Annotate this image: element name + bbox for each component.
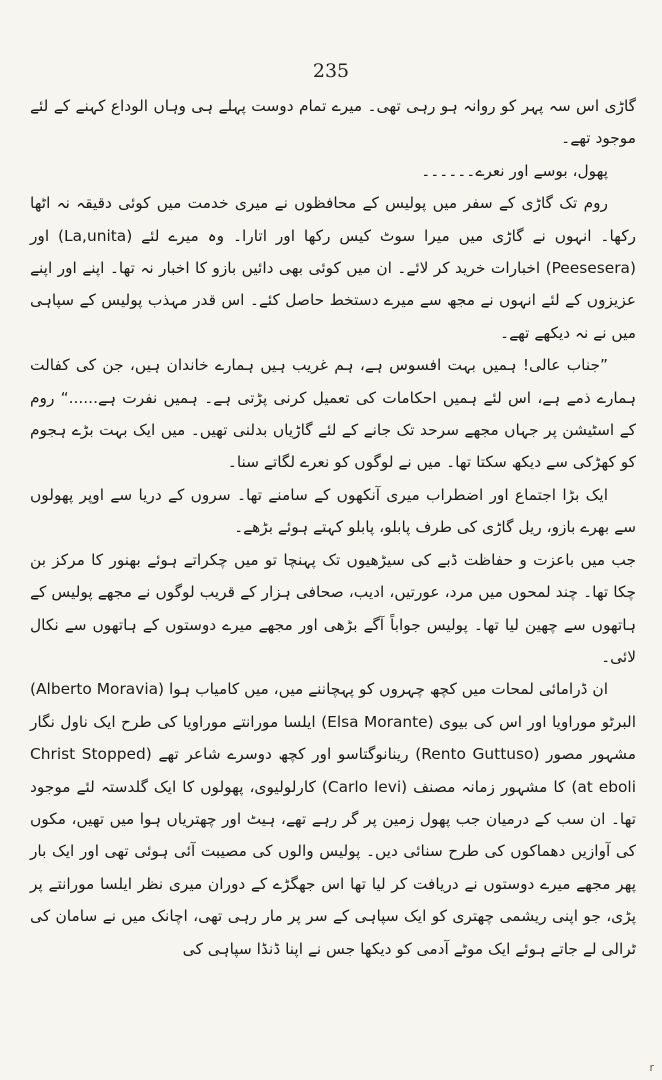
paragraph-7: ان ڈرامائی لمحات میں کچھ چہروں کو پہچاننے میں، میں کامیاب ہوا (Alberto Moravia) البرٹو موراویا اور اس کی بیوی (Elsa Morante) ایلسا مورانتے موراویا کی طرح ایک ناول نگار مشہور مصور (Rento Guttuso) رینانوگتاسو اور کچھ دوسرے شاعر تھے (Christ Stopped at eboli) کا مشہور زمانہ مصنف (Carlo levi) کارلولیوی، پھولوں کا ایک گلدستہ لئے موجود تھا۔ ان سب کے درمیان جب پھول زمین پر گر رہے تھے، ہیٹ اور چھتریاں ہوا میں تھیں، مکوں کی آوازیں دھماکوں کی طرح سنائی دیں۔ پولیس والوں کی مصیبت آئی ہوئی تھی اور ایک بار پھر مجھے میرے دوستوں نے دریافت کر لیا تھا اس جھگڑے کے دوران میری نظر ایلسا مورانتے پر پڑی، جو اپنی ریشمی چھتری کو ایک سپاہی کے سر پر مار رہی تھی، اچانک میں نے سامان کی ٹرالی لے جاتے ہوئے ایک موٹے آدمی کو دیکھا جس نے اپنا ڈنڈا سپاہی کی: [30, 680, 636, 958]
paragraph-4: ”جناب عالی! ہمیں بہت افسوس ہے، ہم غریب ہیں ہمارے خاندان ہیں، جن کی کفالت ہمارے ذمے ہے، اس لئے ہمیں احکامات کی تعمیل کرنی پڑتی ہے۔ ہمیں نفرت ہے......“ روم کے اسٹیشن پر جہاں مجھے سرحد تک جانے کے لئے گاڑیاں بدلنی تھیں۔ میں ایک بہت بڑے ہجوم کو کھڑکی سے دیکھ سکتا تھا۔ میں نے لوگوں کو نعرے لگاتے سنا۔: [30, 356, 636, 472]
paragraph-6: جب میں باعزت و حفاظت ڈبے کی سیڑھیوں تک پہنچا تو میں چکراتے ہوئے بھنور کا مرکز بن چکا تھا۔ چند لمحوں میں مرد، عورتیں، ادیب، صحافی ہزار کے قریب لوگوں نے مجھے پولیس کے ہاتھوں سے چھین لیا تھا۔ پولیس جواباً آگے بڑھی اور مجھے میرے دوستوں کے ہاتھوں سے نکال لائی۔: [30, 550, 636, 666]
page-text: [30, 90, 636, 965]
paragraph-5: ایک بڑا اجتماع اور اضطراب میری آنکھوں کے سامنے تھا۔ سروں کے دریا سے اوپر پھولوں سے بھرے بازو، ریل گاڑی کی طرف پابلو، پابلو کہتے ہوئے بڑھے۔: [30, 485, 636, 537]
page-number: 235: [312, 60, 350, 82]
paragraph-2: پھول، بوسے اور نعرے۔۔۔۔۔۔: [421, 161, 608, 180]
paragraph-3: روم تک گاڑی کے سفر میں پولیس کے محافظوں نے میری خدمت میں کوئی دقیقہ نہ اٹھا رکھا۔ انہوں نے گاڑی میں میرا سوٹ کیس رکھا اور اتارا۔ وہ میرے لئے (La,unita) اور (Peesesera) اخبارات خرید کر لائے۔ ان میں کوئی بھی دائیں بازو کا اخبار نہ تھا۔ اپنے اور اپنے عزیزوں کے لئے انہوں نے مجھ سے میرے دستخط حاصل کئے۔ اس قدر مہذب پولیس کے سپاہی میں نے نہ دیکھے تھے۔: [30, 194, 636, 342]
page-edge-mark: r: [649, 1061, 654, 1074]
paragraph-1: گاڑی اس سہ پہر کو روانہ ہو رہی تھی۔ میرے تمام دوست پہلے ہی وہاں الوداع کہنے کے لئے موجود تھے۔: [30, 97, 636, 148]
